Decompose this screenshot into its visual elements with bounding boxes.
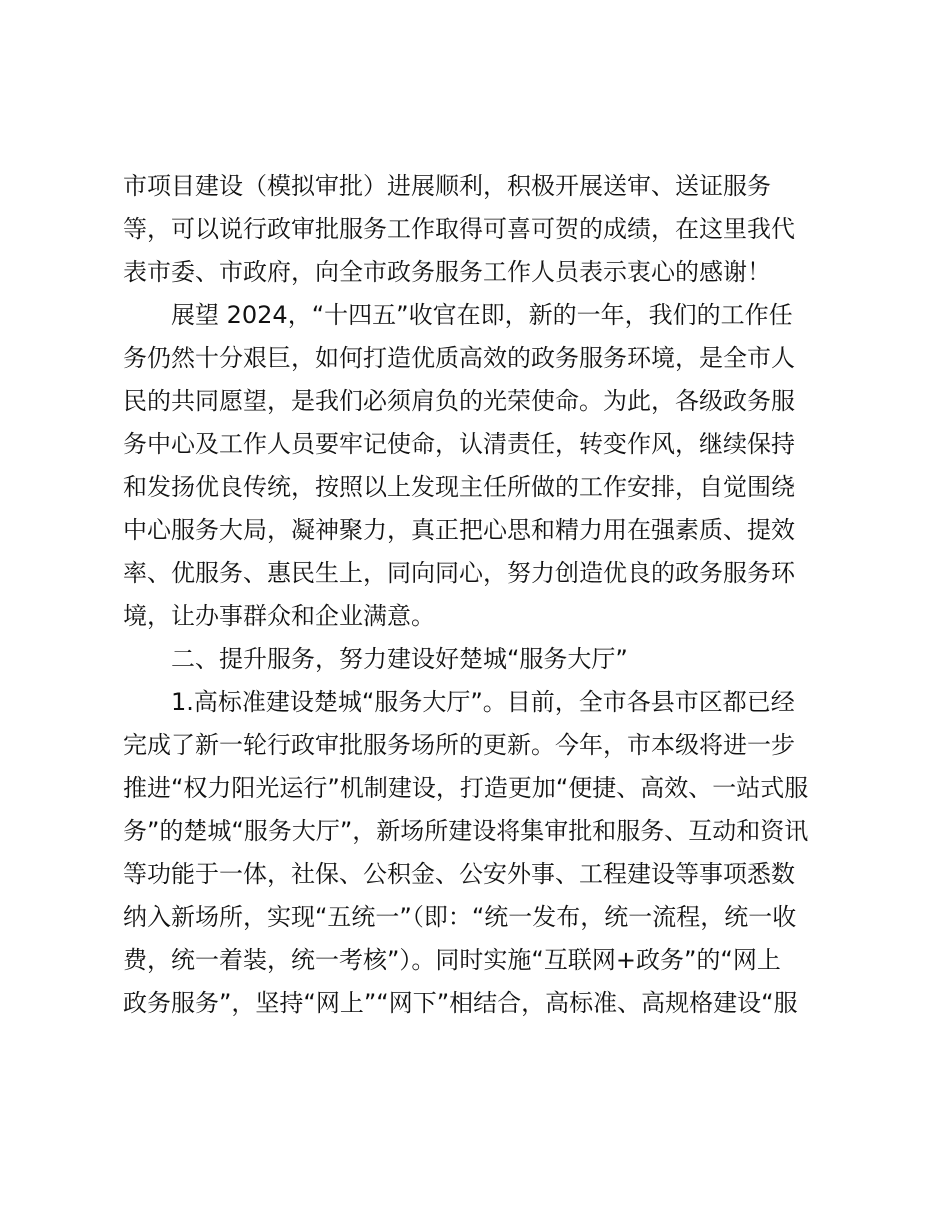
text-line: 境，让办事群众和企业满意。 — [123, 602, 435, 630]
text-line: 务”的楚城“服务大厅”，新场所建设将集审批和服务、互动和资讯 — [123, 817, 809, 845]
text-line: 务仍然十分艰巨，如何打造优质高效的政务服务环境，是全市人 — [123, 344, 795, 372]
text-line: 务中心及工作人员要牢记使命，认清责任，转变作风，继续保持 — [123, 430, 795, 458]
text-line: 纳入新场所，实现“五统一”（即：“统一发布，统一流程，统一收 — [123, 903, 797, 931]
text-line: 费，统一着装，统一考核”）。同时实施“互联网+政务”的“网上 — [123, 946, 781, 974]
paragraph-start-line: 1.高标准建设楚城“服务大厅”。目前，全市各县市区都已经 — [171, 688, 795, 716]
text-line: 表市委、市政府，向全市政务服务工作人员表示衷心的感谢！ — [123, 258, 771, 286]
text-line: 等功能于一体，社保、公积金、公安外事、工程建设等事项悉数 — [123, 860, 795, 888]
paragraph-start-line: 展望 2024，“十四五”收官在即，新的一年，我们的工作任 — [171, 301, 793, 329]
text-line: 政务服务”，坚持“网上”“网下”相结合，高标准、高规格建设“服 — [123, 989, 798, 1017]
text-line: 完成了新一轮行政审批服务场所的更新。今年，市本级将进一步 — [123, 731, 795, 759]
text-line: 民的共同愿望，是我们必须肩负的光荣使命。为此，各级政务服 — [123, 387, 795, 415]
text-line: 等，可以说行政审批服务工作取得可喜可贺的成绩，在这里我代 — [123, 215, 795, 243]
text-line: 和发扬优良传统，按照以上发现主任所做的工作安排，自觉围绕 — [123, 473, 795, 501]
section-heading: 二、提升服务，努力建设好楚城“服务大厅” — [171, 645, 628, 673]
text-line: 率、优服务、惠民生上，同向同心，努力创造优良的政务服务环 — [123, 559, 795, 587]
text-line: 市项目建设（模拟审批）进展顺利，积极开展送审、送证服务 — [123, 172, 771, 200]
text-line: 中心服务大局，凝神聚力，真正把心思和精力用在强素质、提效 — [123, 516, 795, 544]
text-line: 推进“权力阳光运行”机制建设，打造更加“便捷、高效、一站式服 — [123, 774, 809, 802]
